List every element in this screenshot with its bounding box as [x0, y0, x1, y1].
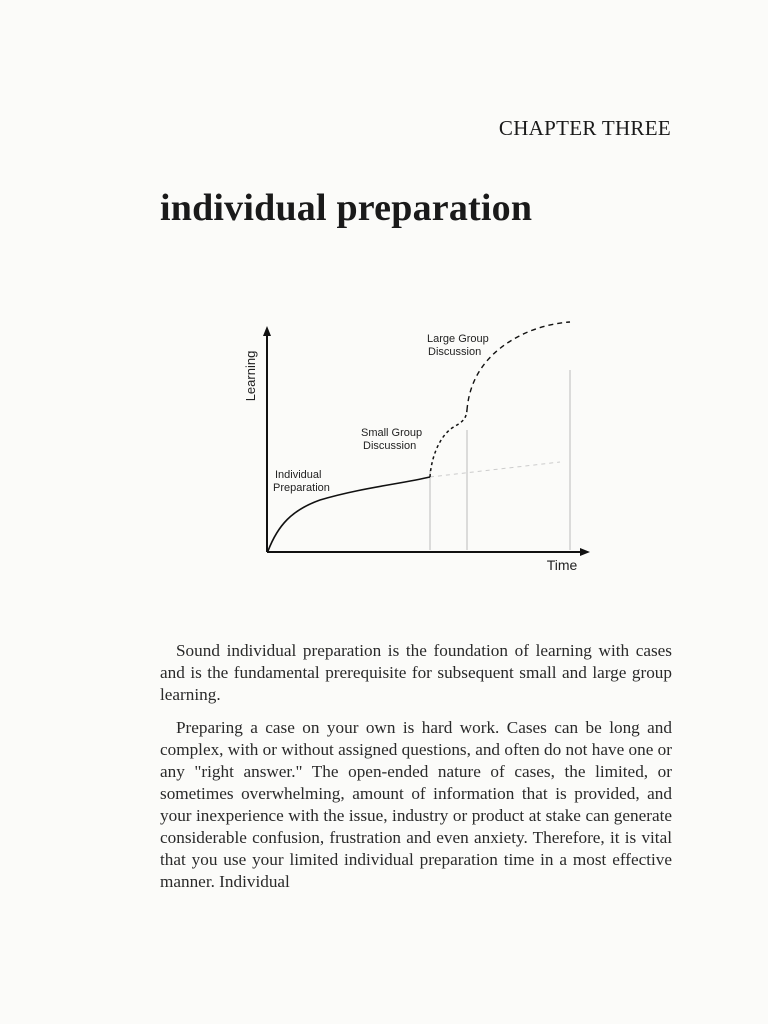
baseline-extension: [430, 462, 560, 477]
small-group-curve: [430, 410, 467, 477]
x-axis-label: Time: [546, 557, 578, 573]
chapter-title: individual preparation: [160, 187, 533, 229]
x-axis-arrowhead: [580, 548, 590, 556]
y-axis-label: Learning: [243, 350, 258, 402]
individual-preparation-label-line1: Individual: [275, 469, 322, 481]
paragraph: Sound individual preparation is the foundation of learning with cases and is the fundamental prerequisite for subsequent small and large group learning.: [160, 641, 672, 704]
y-axis-arrowhead: [263, 326, 271, 336]
small-group-label-line1: Small Group: [361, 427, 423, 439]
learning-curve-diagram: [230, 310, 600, 580]
small-group-label-line2: Discussion: [363, 440, 417, 452]
body-text: [160, 640, 672, 904]
chapter-label: CHAPTER THREE: [498, 116, 671, 140]
paragraph: Preparing a case on your own is hard work. Cases can be long and complex, with or without assigned questions, and often do not have one or any "right answer." The open-ended nature of cases, the limited, or sometimes overwhelming, amount of information that is provided, and your inexperience with the issue, industry or product at stake can generate considerable confusion, frustration and even anxiety. Therefore, it is vital that you use your limited individual preparation time in a most effective manner. Individual: [160, 718, 672, 891]
large-group-label-line2: Discussion: [428, 346, 482, 358]
individual-preparation-label-line2: Preparation: [273, 482, 330, 494]
learning-curve-figure: [230, 310, 600, 580]
large-group-label-line1: Large Group: [427, 333, 489, 345]
